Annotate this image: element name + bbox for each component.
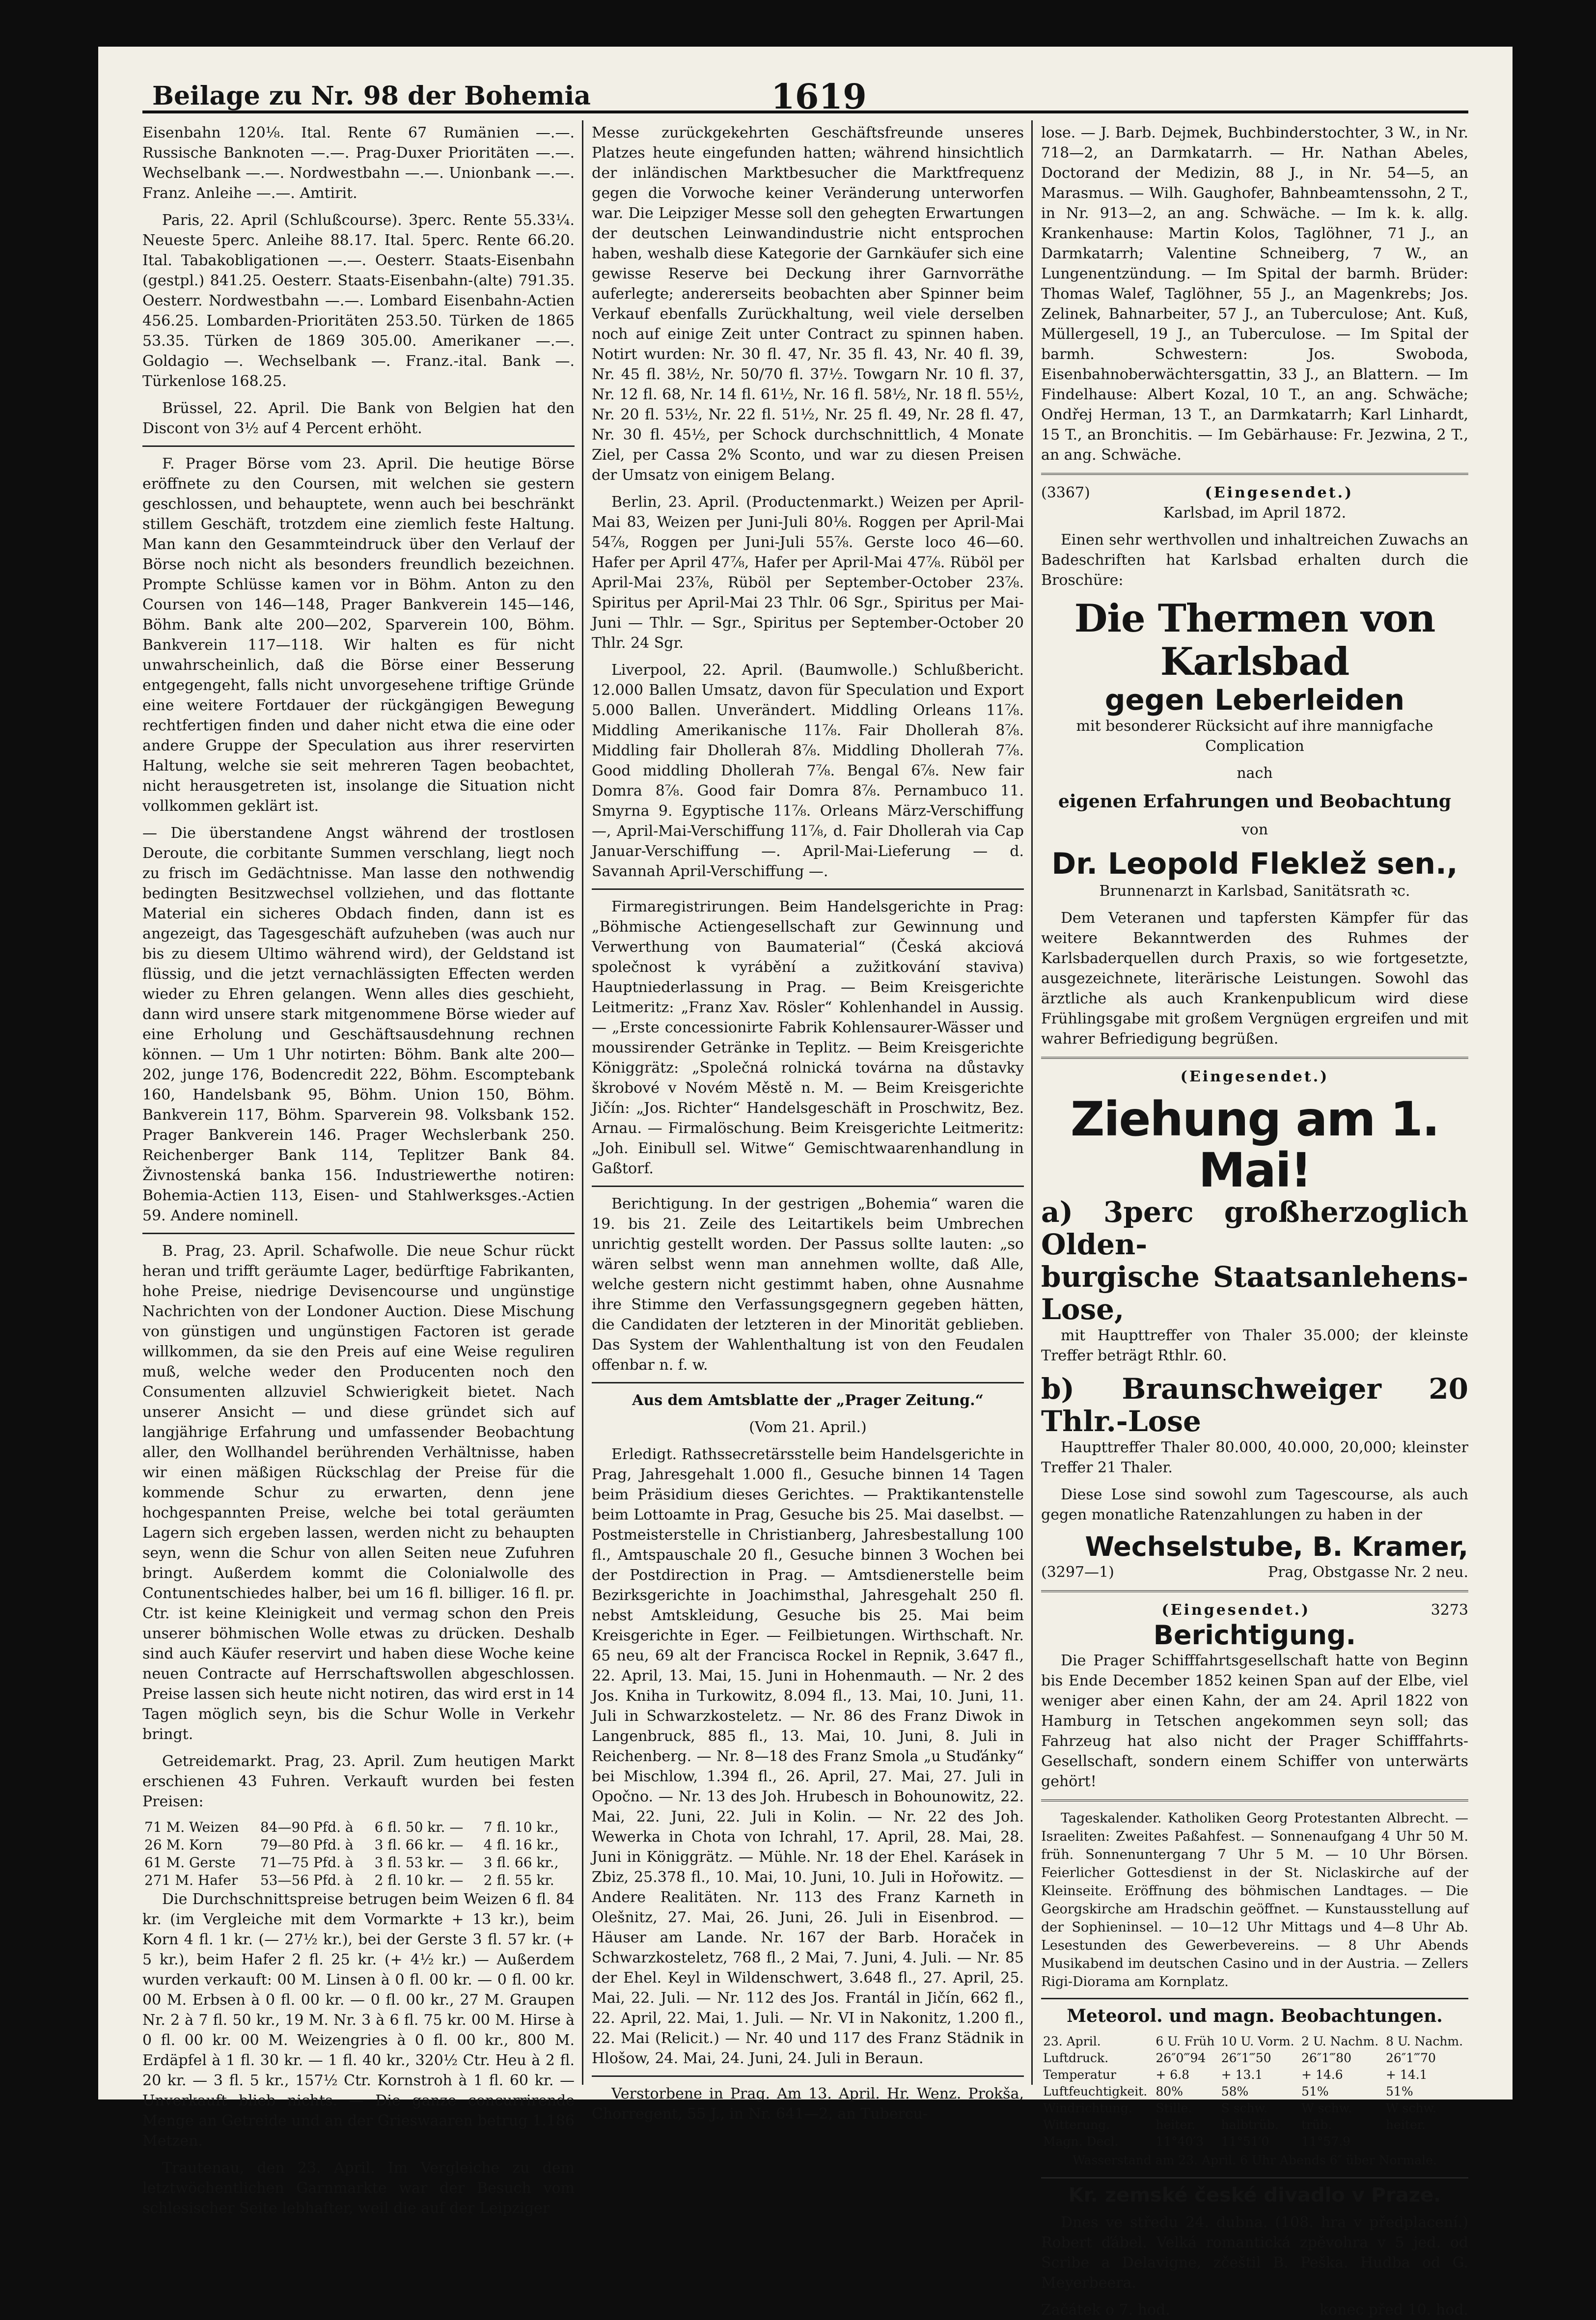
table-cell: Stille. xyxy=(1156,2101,1192,2115)
ad-author-title: Brunnenarzt in Karlsbad, Sanitätsrath ꝛc. xyxy=(1099,883,1410,900)
header-rule xyxy=(142,110,1468,113)
ad-address: Prag, Obstgasse Nr. 2 neu. xyxy=(1267,1564,1468,1581)
table-row xyxy=(1041,2100,1468,2117)
row-label: Windrichtung. xyxy=(1043,2101,1132,2115)
table-cell: 58% xyxy=(1221,2084,1249,2099)
table-cell: 26″1‴50 xyxy=(1221,2051,1271,2065)
paris-exchange: Paris, 22. April (Schlußcourse). 3perc. Rente 55.33¼. Neueste 5perc. Anleihe 88.17. Ital. 5perc. Rente 66.20. Ital. Tabakobligationen —.—. Oesterr. Staats-Eisenbahn (gestpl.) 841.25. Oesterr. Staats-Eisenbahn-(alte) 791.35. Oesterr. Nordwestbahn —.—. Lombard Eisenbahn-Actien 456.25. Lombarden-Prioritäten 253.50. Türken de 1865 53.35. Türken de 1869 305.00. Amerikaner —.—. Goldagio —. Wechselbank —. Franz.-ital. Bank —. Türkenlose 168.25. xyxy=(142,212,575,390)
divider xyxy=(592,1186,1024,1187)
ad-book-title: Die Thermen von Karlsbad xyxy=(1074,596,1435,684)
ad-lottery-title: Ziehung am 1. Mai! xyxy=(1070,1092,1439,1198)
table-cell: 80% xyxy=(1156,2084,1183,2099)
table-cell: heiter. xyxy=(1386,2118,1426,2132)
weather-observations-table xyxy=(1041,2033,1468,2150)
theatre-title: Kr. zemské české divadlo v Praze. xyxy=(1068,2184,1441,2207)
ad-book-line: nach xyxy=(1237,765,1273,782)
weather-observations-title: Meteorol. und magn. Beobachtungen. xyxy=(1067,2006,1443,2026)
theatre-notice xyxy=(1041,2185,1468,2320)
day-calendar: Tageskalender. Katholiken Georg Protestanten Albrecht. — Israeliten: Zweites Paßahfest. — Sonnenaufgang 4 Uhr 50 M. früh. Sonnenuntergang 7 Uhr 5 M. — 10 Uhr Börsen. Feierlicher Gottesdienst in der St. Niclaskirche auf der Kleinseite. Eröffnung des böhmischen Landtages. — Die Georgskirche am Hradschin geöffnet. — Kunstausstellung auf der Sophieninsel. — 10—12 Uhr Mittags und 4—8 Uhr Ab. Lesestunden des Gewerbevereins. — 8 Uhr Abends Musikabend im deutschen Casino und in der Austria. — Zellers Rigi-Diorama am Kornplatz. xyxy=(1041,1811,1468,1989)
ad-book-subtitle: gegen Leberleiden xyxy=(1104,683,1405,717)
official-gazette-title: Aus dem Amtsblatte der „Prager Zeitung.“ xyxy=(632,1392,984,1409)
theatre-body: Dnes ve středu 24. dubna. (108. hra v předplacení.) Robert ďábel. Velká romantická zpěvohra v 5 jed. od Scribe a Delavigne, zčeštil B. Peška. Hudba od G. Meyerbeera. xyxy=(1041,2214,1468,2292)
table-cell: W schw. xyxy=(1301,2101,1352,2115)
divider xyxy=(1041,1057,1468,1059)
divider xyxy=(1041,2177,1468,2179)
ad-lottery-firm: Wechselstube, B. Kramer, xyxy=(1085,1531,1468,1562)
firm-registrations: Firmaregistrirungen. Beim Handelsgerichte in Prag: „Böhmische Actiengesellschaft zur Gewinnung und Verwerthung von Baumaterial“ (Česká akciová společnost k vyrábění a zužitkování staviva) Hauptniederlassung in Prag. — Beim Kreisgerichte Leitmeritz: „Franz Xav. Rösler“ Kohlenhandel in Aussig. — „Erste concessionirte Fabrik Kohlensaurer-Wässer und moussirender Getränke in Teplitz. — Beim Kreisgerichte Königgrätz: „Společná rolnická továrna na důstavky škrobové v Novém Městě n. M. — Beim Kreisgerichte Jičín: „Jos. Richter“ Handelsgeschäft in Proschwitz, Bez. Arnau. — Firmalöschung. Beim Kreisgerichte Leitmeritz: „Joh. Einibull sel. Witwe“ Gemischtwaarenhandlung in Gaßtorf. xyxy=(592,898,1024,1177)
table-cell: + 13.1 xyxy=(1221,2068,1263,2082)
liverpool-cotton-market: Liverpool, 22. April. (Baumwolle.) Schlußbericht. 12.000 Ballen Umsatz, davon für Speculation und Export 5.000 Ballen. Unverändert. Middling Orleans 11⅞. Middling Amerikanische 11⅞. Fair Dhollerah 8⅞. Middling fair Dhollerah 8⅞. Middling Dhollerah 7⅞. Good middling Dhollerah 7⅞. Bengal 6⅞. New fair Domra 8⅞. Good fair Domra 8⅞. Pernambuco 11. Smyrna 9. Egyptische 11⅞. Orleans März-Verschiffung —, April-Mai-Verschiffung 11⅞, d. Fair Dhollerah via Cap Januar-Verschiffung —. April-Mai-Lieferung — d. Savannah April-Verschiffung —. xyxy=(592,662,1024,880)
table-cell: 26″0‴94 xyxy=(1156,2051,1206,2065)
table-cell: W schw. xyxy=(1386,2101,1436,2115)
divider xyxy=(592,1382,1024,1383)
ad-tag: (Eingesendet.) xyxy=(1161,1602,1311,1619)
table-cell: 10 U. Vorm. xyxy=(1221,2034,1294,2048)
prague-exchange-report-cont: — Die überstandene Angst während der trostlosen Deroute, die corbitante Summen verschlang, liegt noch zu frisch im Gedächtnisse. Man lasse den nothwendig bedingten Besitzwechsel vollziehen, und das flottante Material ein sicheres Obdach finden, dann ist es angezeigt, das Tagesgeschäft aufzuheben (was auch nur bis zu diesem Ultimo während wird), der Geldstand ist flüssig, und die jetzt vernachlässigten Effecten werden wieder zu Ehren gelangen. Wenn alles dies geschieht, dann wird unsere stark mitgenommene Börse wieder auf eine Erholung und Geschäftsausdehnung rechnen können. — Um 1 Uhr notirten: Böhm. Bank alte 200—202, junge 176, Bodencredit 222, Böhm. Escomptebank 160, Handelsbank 95, Böhm. Union 150, Böhm. Bankverein 117, Böhm. Sparverein 98. Volksbank 152. Prager Bankverein 146. Prager Wechslerbank 250. Reichenberger Bank 114, Teplitzer Bank 84. Živnostenská banka 156. Industriewerthe notiren: Bohemia-Actien 113, Eisen- und Stahlwerksges.-Actien 59. Andere nominell. xyxy=(142,825,575,1224)
table-row: 71 M. Weizen 84—90 Pfd. à 6 fl. 50 kr. — 7 fl. 10 kr., xyxy=(144,1819,559,1835)
table-cell: trüb. xyxy=(1301,2118,1332,2132)
table-row xyxy=(1041,2133,1468,2150)
table-cell: 51% xyxy=(1386,2084,1413,2099)
theatre-end: konec před 10. hod. xyxy=(1319,2301,1468,2319)
row-label: Temperatur xyxy=(1043,2068,1116,2082)
column-2 xyxy=(592,123,1024,2123)
table-cell: 8 U. Nachm. xyxy=(1386,2034,1463,2048)
wool-market-report: B. Prag, 23. April. Schafwolle. Die neue Schur rückt heran und trifft geräumte Lager, bedürftige Fabrikanten, hohe Preise, niedrige Devisencourse und ungünstige Nachrichten von der Londoner Auction. Diese Mischung von günstigen und ungünstigen Factoren ist gerade willkommen, da sie den Preis auf eine Weise reguliren muß, welche weder den Producenten noch den Consumenten allzuviel Schwierigkeit bietet. Nach unserer Ansicht — und diese gründet sich auf langjährige Erfahrung und umfassender Beobachtung aller, den Wollhandel berührenden Verhältnisse, haben wir einen mäßigen Rückschlag der Preise für die kommende Schur zu erwarten, denn jene hochgespannten Preise, welche bei total geräumten Lagern sich ergeben lassen, werden nicht zu behaupten seyn, wenn die Schur von allen Seiten neue Zufuhren bringt. Außerdem kommt die Colonialwolle des Contunentschiedes halber, bei um 16 fl. billiger. 16 fl. pr. Ctr. ist keine Kleinigkeit und vermag schon den Preis unserer böhmischen Wolle etwas zu drücken. Deshalb sind auch Käufer reservirt und haben diese Woche keine neuen Contracte auf Herrschaftswollen abgeschlossen. Preise lassen sich heute nicht notiren, das wird erst in 14 Tagen möglich seyn, bis die Schur Wolle in Verkehr bringt. xyxy=(142,1243,575,1743)
trautenau-yarn-market: Trautenau, den 23. April. Im Vergleiche zu dem letztwöchentlichen Garnmarkte war der Besuch vom schlesischer Seite lebhafter, weil die auf der Leipziger xyxy=(142,2159,575,2217)
row-label: Magn. Decl. xyxy=(1043,2134,1119,2149)
row-label: Luftdruck. xyxy=(1043,2051,1109,2065)
table-cell: 11°51′0 xyxy=(1221,2134,1269,2149)
correction-notice: Berichtigung. In der gestrigen „Bohemia“ waren die 19. bis 21. Zeile des Leitartikels beim Umbrechen unrichtig gestellt worden. Der Passus sollte lauten: „so wären selbst wenn man annehmen wollte, daß Alle, welche gestern nicht gestimmt haben, ohne Ausnahme ihre Stimme den Verfassungsgegnern gegeben hätten, die Candidaten der letzteren in der Minorität geblieben. Das System der Wahlenthaltung ist von den Feudalen offenbar n. f. w. xyxy=(592,1195,1024,1374)
table-row xyxy=(1041,2033,1468,2050)
ad-book-line: von xyxy=(1241,821,1268,838)
row-label: Luftfeuchtigkeit. xyxy=(1043,2084,1148,2099)
newspaper-page xyxy=(98,47,1513,2319)
ad-tag: (Eingesendet.) xyxy=(1180,1068,1329,1085)
grain-average-prices: Die Durchschnittspreise betrugen beim Weizen 6 fl. 84 kr. (im Vergleiche mit dem Vormarkte + 13 kr.), beim Korn 4 fl. 1 kr. (— 27½ kr.), bei der Gerste 3 fl. 57 kr. (+ 5 kr.), beim Hafer 2 fl. 25 kr. (+ 4½ kr.) — Außerdem wurden verkauft: 00 M. Linsen à 0 fl. 00 kr. — 0 fl. 00 kr. 00 M. Erbsen à 0 fl. 00 kr. — 0 fl. 00 kr., 27 M. Graupen Nr. 2 à 7 fl. 50 kr., 19 M. Nr. 3 à 6 fl. 75 kr. 00 M. Hirse à 0 fl. 00 kr. 00 M. Weizengries à 0 fl. 00 kr., 800 M. Erdäpfel à 1 fl. 30 kr. — 1 fl. 40 kr., 320½ Ctr. Heu à 2 fl. 20 kr. — 3 fl. 5 kr., 157½ Ctr. Kornstroh à 1 fl. 60 kr. — Unverkauft blieb nichts. — Die ganze concurrirende Menge an Getreide und an der Grieswaaren betrug 1.186 Metzen. xyxy=(142,1891,575,2150)
ad-body: Dem Veteranen und tapfersten Kämpfer für das weitere Bekanntwerden des Ruhmes der Karlsbaderquellen durch Praxis, so wie fortgesetzte, ausgezeichnete, literärische Leistungen. Sowohl das ärztliche als auch Krankenpublicum wird diese Frühlingsgabe mit großem Vergnügen ergreifen und mit wahrer Befriedigung begrüßen. xyxy=(1041,910,1468,1048)
table-cell: 51% xyxy=(1301,2084,1329,2099)
grain-market-report: Getreidemarkt. Prag, 23. April. Zum heutigen Markt erschienen 43 Fuhren. Verkauft wurden bei festen Preisen: xyxy=(142,1753,575,1810)
divider xyxy=(1041,1799,1468,1801)
table-row xyxy=(1041,2083,1468,2100)
ad-lottery-terms: Diese Lose sind sowohl zum Tagescourse, als auch gegen monatliche Ratenzahlungen zu haben in der xyxy=(1041,1486,1468,1523)
divider xyxy=(592,2075,1024,2077)
table-row xyxy=(1041,2050,1468,2067)
ad-lottery-b: b) Braunschweiger 20 Thlr.-Lose xyxy=(1041,1372,1468,1438)
divider xyxy=(142,445,575,447)
table-cell: + 14.6 xyxy=(1301,2068,1343,2082)
table-cell: 11°40′3 xyxy=(1156,2134,1204,2149)
running-title: Beilage zu Nr. 98 der Bohemia xyxy=(152,81,591,111)
ad-tag: (Eingesendet.) xyxy=(1205,484,1354,501)
ad-lottery-a-details: mit Haupttreffer von Thaler 35.000; der kleinste Treffer beträgt Rthlr. 60. xyxy=(1041,1327,1468,1364)
ad-correction-title: Berichtigung. xyxy=(1153,1620,1356,1651)
table-row: 271 M. Hafer 53—56 Pfd. à 2 fl. 10 kr. — 2 fl. 55 kr. xyxy=(144,1872,554,1888)
table-row: 26 M. Korn 79—80 Pfd. à 3 fl. 66 kr. — 4 fl. 16 kr., xyxy=(144,1837,559,1853)
brussels-note: Brüssel, 22. April. Die Bank von Belgien hat den Discont von 3½ auf 4 Percent erhöht. xyxy=(142,400,575,437)
divider xyxy=(592,888,1024,890)
ad-intro: Einen sehr werthvollen und inhaltreichen Zuwachs an Badeschriften hat Karlsbad erhalten durch die Broschüre: xyxy=(1041,531,1468,589)
column-divider xyxy=(582,120,583,2085)
table-row: 61 M. Gerste 71—75 Pfd. à 3 fl. 53 kr. — 3 fl. 66 kr., xyxy=(144,1854,559,1871)
theatre-start: Začátek o 7. hod. xyxy=(1041,2301,1170,2319)
divider xyxy=(142,1233,575,1234)
column-divider xyxy=(1031,120,1033,2085)
table-cell: 26″1‴70 xyxy=(1386,2051,1436,2065)
table-cell: S schw. xyxy=(1221,2101,1268,2115)
table-cell: halbtrüb. xyxy=(1221,2118,1279,2132)
table-cell: 6 U. Früh xyxy=(1156,2034,1215,2048)
ad-lottery-b-details: Haupttreffer Thaler 80.000, 40.000, 20,000; kleinster Treffer 21 Thaler. xyxy=(1041,1439,1468,1476)
official-gazette-notices: Erledigt. Rathssecretärsstelle beim Handelsgerichte in Prag, Jahresgehalt 1.000 fl., Gesuche binnen 14 Tagen beim Präsidium dieses Gerichtes. — Praktikantenstelle beim Lottoamte in Prag, Gesuche bis 25. Mai daselbst. — Postmeisterstelle in Christianberg, Jahresbestallung 100 fl., Amtspauschale 20 fl., Gesuche binnen 3 Wochen bei der Postdirection in Prag. — Amtsdienerstelle beim Bezirksgerichte in Joachimsthal, Jahresgehalt 250 fl. nebst Amtskleidung, Gesuche bis 25. Mai beim Kreisgerichte in Eger. — Feilbietungen. Wirthschaft. Nr. 65 neu, 69 alt der Francisca Rockel in Repnik, 3.647 fl., 22. April, 13. Mai, 15. Juni in Hohenmauth. — Nr. 2 des Jos. Kniha in Turkowitz, 8.094 fl., 13. Mai, 10. Juni, 11. Juli in Schwarzkosteletz. — Nr. 86 des Franz Diwok in Langenbruck, 885 fl., 13. Mai, 10. Juni, 8. Juli in Reichenberg. — Nr. 8—18 des Franz Smola „u Stuďánky“ bei Mischlow, 1.394 fl., 26. April, 27. Mai, 27. Juli in Opočno. — Nr. 13 des Joh. Hrubesch in Bohounowitz, 22. Mai, 22. Juni, 22. Juli in Kolin. — Nr. 22 des Joh. Wewerka in Chota von Ichrahl, 17. April, 28. Mai, 28. Juni in Königgrätz. — Mühle. Nr. 18 der Ehel. Karásek in Zbiz, 25.378 fl., 10. Mai, 10. Juni, 10. Juli in Hořowitz. — Andere Realitäten. Nr. 113 des Franz Karneth in Olešnitz, 27. Mai, 26. Juni, 26. Juli in Eisenbrod. — Häuser am Lande. Nr. 167 der Barb. Horaček in Schwarzkosteletz, 768 fl., 2 Mai, 7. Juni, 4. Juli. — Nr. 85 der Ehel. Keyl in Wildenschwert, 3.648 fl., 27. April, 25. Mai, 22. Juli. — Nr. 112 des Jos. Frantál in Jičín, 662 fl., 22. April, 22. Mai, 1. Juli. — Nr. VI in Nakonitz, 1.200 fl., 22. Mai (Relicit.) — Nr. 40 und 117 des Franz Städnik in Hlošow, 24. Mai, 24. Juni, 24. Juli in Beraun. xyxy=(592,1446,1024,2067)
deaths-in-prague: Verstorbene in Prag. Am 13. April. Hr. Wenz. Prokša, Chorregent, 55 J., in Nr. 641—2, an Tubercu- xyxy=(592,2085,1024,2123)
prague-exchange-report: F. Prager Börse vom 23. April. Die heutige Börse eröffnete zu den Coursen, mit welchen sie gestern geschlossen, und behauptete, wenn auch bei beschränkt stillem Geschäft, trotzdem eine ziemlich feste Haltung. Man kann den Gesammteindruck über den Verlauf der Börse noch nicht als besonders freundlich bezeichnen. Prompte Schlüsse kamen vor in Böhm. Anton zu den Coursen von 146—148, Prager Bankverein 145—146, Böhm. Bank alte 200—202, Sparverein 100, Böhm. Bankverein 117—118. Wir halten es für nicht unwahrscheinlich, daß die Börse einer Besserung entgegengeht, falls nicht unvorgesehene triftige Gründe eine weitere Fortdauer der rückgängigen Bewegung rechtfertigen finden und daher nicht etwa die eine oder andere Gruppe der Speculation aus ihrer reservirten Haltung, welche sie seit mehreren Tagen beobachtet, nicht herausgetreten ist, insolange die Situation nicht vollkommen geklärt ist. xyxy=(142,455,575,815)
grain-price-table xyxy=(142,1819,575,1889)
table-cell: 26″1‴80 xyxy=(1301,2051,1351,2065)
column-3 xyxy=(1041,123,1468,2319)
table-row xyxy=(1041,2067,1468,2083)
page-header xyxy=(142,66,1468,125)
table-cell: 11°57.9 xyxy=(1301,2134,1351,2149)
column-1 xyxy=(142,123,575,2217)
ad-correction-body: Die Prager Schifffahrtsgesellschaft hatte von Beginn bis Ende December 1852 keinen Span auf der Elbe, viel weniger aber einen Kahn, der am 24. April 1822 von Hamburg in Tetschen angekommen seyn soll; das Fahrzeug hat also nicht der Prager Schifffahrts-Gesellschaft, sondern einem Schiffer von unterwärts gehört! xyxy=(1041,1652,1468,1790)
yarn-market-continued: Messe zurückgekehrten Geschäftsfreunde unseres Platzes heute eingefunden hatten; während hinsichtlich der inländischen Marktbesucher die Marktfrequenz gegen die Vorwoche keiner Veränderung unterworfen war. Die Leipziger Messe soll den gehegten Erwartungen der deutschen Leinwandindustrie nicht entsprochen haben, weshalb diese Kategorie der Garnkäufer sich eine gewisse Reserve bei Deckung ihrer Garnvorräthe auferlegte; andererseits beobachten aber Spinner beim Verkauf ebenfalls Zurückhaltung, weil viele derselben noch auf einige Zeit unter Contract zu spinnen haben. Notirt wurden: Nr. 30 fl. 47, Nr. 35 fl. 43, Nr. 40 fl. 39, Nr. 45 fl. 38½, Nr. 50/70 fl. 37½. Towgarn Nr. 10 fl. 37, Nr. 12 fl. 68, Nr. 14 fl. 61½, Nr. 16 fl. 58½, Nr. 18 fl. 55½, Nr. 20 fl. 53½, Nr. 22 fl. 51½, Nr. 25 fl. 49, Nr. 28 fl. 47, Nr. 30 fl. 45½, per Schock durchschnittlich, 4 Monate Ziel, per Cassa 2% Sconto, und war zu diesen Preisen der Umsatz von einigem Belang. xyxy=(592,124,1024,484)
table-cell: heiter. xyxy=(1156,2118,1196,2132)
divider xyxy=(1041,1998,1468,1999)
ad-place-date: Karlsbad, im April 1872. xyxy=(1163,504,1347,522)
table-cell: + 14.1 xyxy=(1386,2068,1428,2082)
water-level: Wasserstand am 23. April. 6 Uhr Abends 6″ über Normale. xyxy=(1073,2153,1437,2167)
ad-book-line: mit besonderer Rücksicht auf ihre mannigfache Complication xyxy=(1076,718,1433,755)
ad-book-author: Dr. Leopold Fleklež sen., xyxy=(1051,847,1458,881)
advertisement-lottery xyxy=(1041,1067,1468,1582)
table-cell: 2 U. Nachm. xyxy=(1301,2034,1379,2048)
table-cell: + 6.8 xyxy=(1156,2068,1190,2082)
berlin-produce-market: Berlin, 23. April. (Productenmarkt.) Weizen per April-Mai 83, Weizen per Juni-Juli 80⅛. Roggen per April-Mai 54⅞, Roggen per Juni-Juli 55⅞. Gerste loco 46—60. Hafer per April 47⅞, Hafer per April-Mai 47⅞. Rüböl per April-Mai 23⅞, Rüböl per September-October 23⅞. Spiritus per April-Mai 23 Thlr. 06 Sgr., Spiritus per Mai-Juni — Thlr. — Sgr., Spiritus per September-October 20 Thlr. 24 Sgr. xyxy=(592,494,1024,652)
ad-lottery-a: burgische Staatsanlehens-Lose, xyxy=(1041,1260,1468,1326)
table-row xyxy=(1041,2117,1468,2133)
row-label: 23. April. xyxy=(1043,2034,1101,2048)
advertisement-correction xyxy=(1041,1600,1468,1792)
advertisement-karlsbad-book xyxy=(1041,483,1468,1049)
ad-lottery-a: a) 3perc großherzoglich Olden- xyxy=(1041,1195,1468,1261)
page-number: 1619 xyxy=(771,76,867,117)
ad-number: (3297—1) xyxy=(1041,1564,1114,1581)
exchange-report-continued: Eisenbahn 120⅛. Ital. Rente 67 Rumänien —.—. Russische Banknoten —.—. Prag-Duxer Prioritäten —.—. Wechselbank —.—. Nordwestbahn —.—. Unionbank —.—. Franz. Anleihe —.—. Amtirit. xyxy=(142,124,575,202)
ad-book-line: eigenen Erfahrungen und Beobachtung xyxy=(1058,791,1452,812)
official-gazette-date: (Vom 21. April.) xyxy=(749,1419,867,1436)
ad-number: (3367) xyxy=(1041,484,1090,501)
row-label: Witterung. xyxy=(1043,2118,1110,2132)
divider xyxy=(1041,473,1468,475)
divider xyxy=(1041,1590,1468,1592)
ad-number: 3273 xyxy=(1431,1602,1468,1619)
table-cell xyxy=(1384,2133,1468,2150)
deaths-continued: lose. — J. Barb. Dejmek, Buchbinderstochter, 3 W., in Nr. 718—2, an Darmkatarrh. — Hr. Nathan Abeles, Doctorand der Medizin, 88 J., in Nr. 54—5, an Marasmus. — Wilh. Gaughofer, Bahnbeamtenssohn, 2 T., in Nr. 913—2, an ang. Schwäche. — Im k. k. allg. Krankenhause: Martin Kolos, Taglöhner, 71 J., an Darmkatarrh; Valentine Schneiberg, 7 W., an Lungenentzündung. — Im Spital der barmh. Brüder: Thomas Walef, Taglöhner, 55 J., an Magenkrebs; Jos. Zelinek, Bahnarbeiter, 57 J., an Tuberculose; Ant. Kuß, Müllergesell, 19 J., an Tuberculose. — Im Spital der barmh. Schwestern: Jos. Swoboda, Eisenbahnoberwächtersgattin, 33 J., an Blattern. — Im Findelhause: Albert Kozal, 10 T., an ang. Schwäche; Ondřej Herman, 13 T., an Darmkatarrh; Karl Linhardt, 15 T., an Bronchitis. — Im Gebärhause: Fr. Jezwina, 2 T., an ang. Schwäche. xyxy=(1041,124,1468,464)
